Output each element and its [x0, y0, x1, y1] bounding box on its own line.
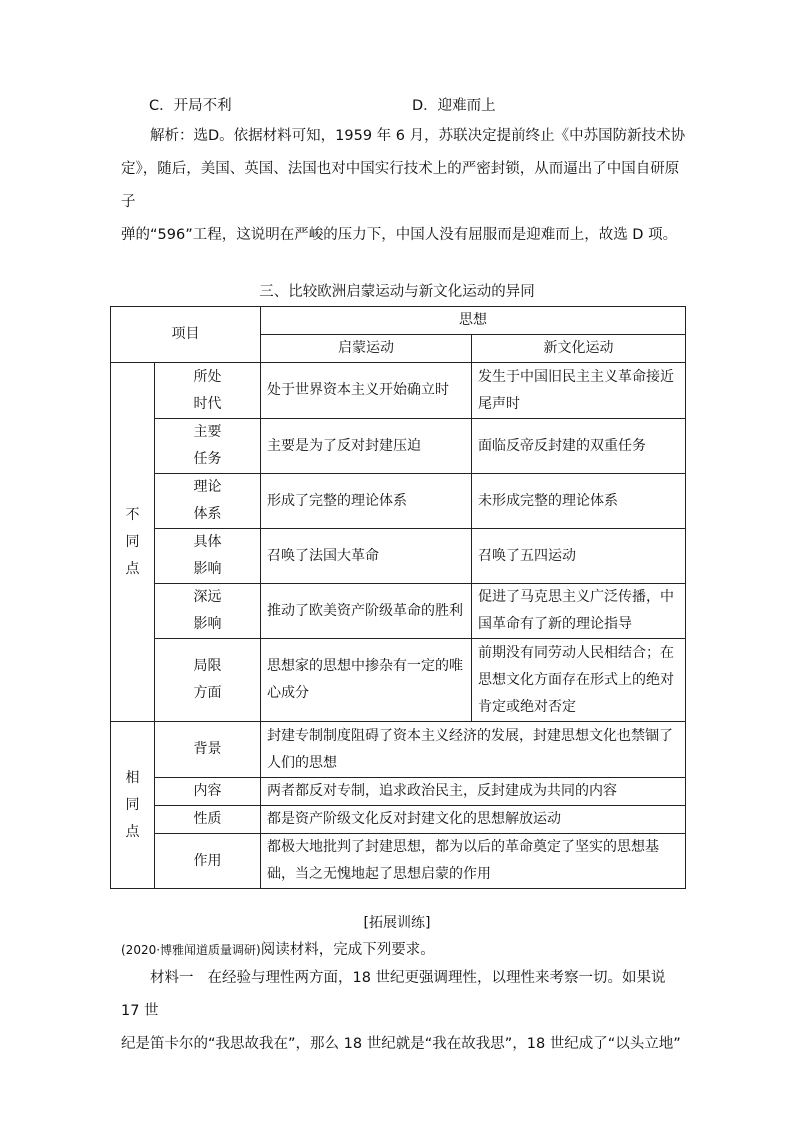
cell-task-new-culture: 面临反帝反封建的双重任务	[472, 419, 686, 474]
material-paragraph	[121, 962, 686, 1061]
row-label-content: 内容	[155, 778, 261, 806]
row-label-era: 所处 时代	[155, 363, 261, 419]
analysis-line-3: 弹的“596”工程，这说明在严峻的压力下，中国人没有屈服而是迎难而上，故选 D 项。	[121, 227, 678, 243]
row-label-effect: 作用	[155, 834, 261, 889]
extension-source: (2020·博雅闻道质量调研)	[121, 943, 261, 957]
option-c: C．开局不利	[149, 98, 232, 114]
comparison-table	[110, 306, 686, 889]
cell-impact-enlightenment: 召唤了法国大革命	[261, 529, 472, 584]
cell-background: 封建专制制度阻碍了资本主义经济的发展，封建思想文化也禁锢了人们的思想	[261, 722, 686, 778]
analysis-line-1: 解析：选D。依据材料可知，1959 年 6 月，苏联决定提前终止《中苏国防新技术协	[150, 128, 686, 144]
cell-limitation-enlightenment: 思想家的思想中掺杂有一定的唯心成分	[261, 639, 472, 722]
material-line-2: 纪是笛卡尔的“我思故我在”，那么 18 世纪就是“我在故我思”，18 世纪成了“以头立地”	[121, 1036, 681, 1052]
material-label: 材料一	[150, 970, 194, 986]
header-new-culture: 新文化运动	[472, 335, 686, 363]
row-label-theory: 理论 体系	[155, 474, 261, 529]
extension-instruction-line	[121, 938, 435, 959]
diff-group-label: 不 同 点	[111, 363, 155, 722]
option-d: D．迎难而上	[412, 98, 496, 114]
cell-content: 两者都反对专制，追求政治民主，反封建成为共同的内容	[261, 778, 686, 806]
header-item: 项目	[111, 307, 261, 363]
row-label-influence: 深远 影响	[155, 584, 261, 639]
extension-instruction: 阅读材料，完成下列要求。	[260, 942, 435, 958]
same-group-label: 相 同 点	[111, 722, 155, 889]
row-label-limitation: 局限 方面	[155, 639, 261, 722]
analysis-line-2: 定》，随后，美国、英国、法国也对中国实行技术上的严密封锁，从而逼出了中国自研原子	[121, 161, 680, 210]
cell-theory-new-culture: 未形成完整的理论体系	[472, 474, 686, 529]
cell-era-new-culture: 发生于中国旧民主主义革命接近尾声时	[472, 363, 686, 419]
analysis-paragraph	[121, 120, 686, 252]
row-label-background: 背景	[155, 722, 261, 778]
cell-era-enlightenment: 处于世界资本主义开始确立时	[261, 363, 472, 419]
cell-influence-new-culture: 促进了马克思主义广泛传播，中国革命有了新的理论指导	[472, 584, 686, 639]
cell-nature: 都是资产阶级文化反对封建文化的思想解放运动	[261, 806, 686, 834]
cell-theory-enlightenment: 形成了完整的理论体系	[261, 474, 472, 529]
cell-limitation-new-culture: 前期没有同劳动人民相结合；在思想文化方面存在形式上的绝对肯定或绝对否定	[472, 639, 686, 722]
row-label-nature: 性质	[155, 806, 261, 834]
header-thought: 思想	[261, 307, 686, 335]
material-line-1: 在经验与理性两方面，18 世纪更强调理性，以理性来考察一切。如果说 17 世	[121, 970, 666, 1019]
extension-title: [拓展训练]	[363, 915, 431, 931]
section-title: 三、比较欧洲启蒙运动与新文化运动的异同	[259, 284, 535, 300]
cell-impact-new-culture: 召唤了五四运动	[472, 529, 686, 584]
row-label-task: 主要 任务	[155, 419, 261, 474]
cell-influence-enlightenment: 推动了欧美资产阶级革命的胜利	[261, 584, 472, 639]
header-enlightenment: 启蒙运动	[261, 335, 472, 363]
cell-task-enlightenment: 主要是为了反对封建压迫	[261, 419, 472, 474]
cell-effect: 都极大地批判了封建思想，都为以后的革命奠定了坚实的思想基础，当之无愧地起了思想启蒙的作用	[261, 834, 686, 889]
row-label-impact: 具体 影响	[155, 529, 261, 584]
